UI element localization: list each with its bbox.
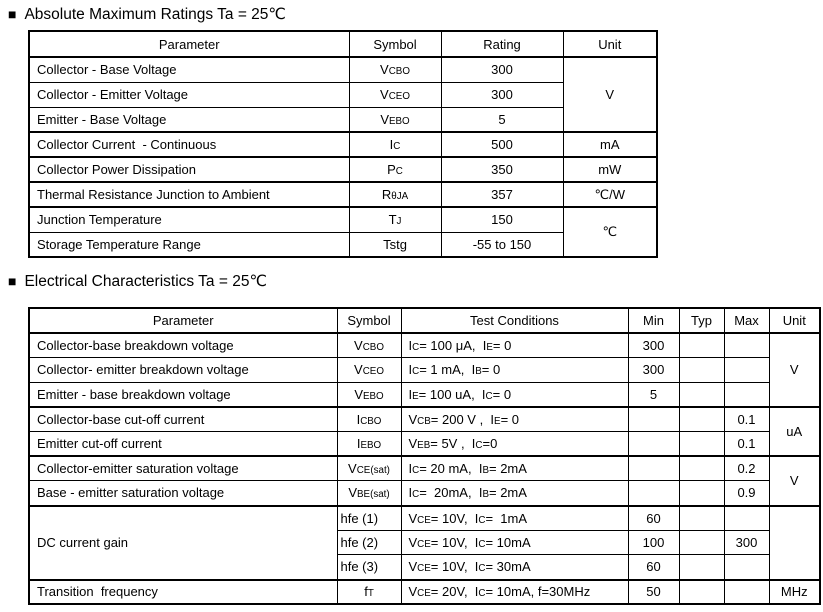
max-cell: 0.1 — [724, 407, 769, 432]
min-cell: 50 — [628, 580, 679, 605]
param-cell: Base - emitter saturation voltage — [29, 481, 337, 506]
test-conditions-cell: VCE= 10V, IC= 1mA — [401, 506, 628, 531]
rating-cell: 300 — [441, 57, 563, 82]
param-cell: Emitter cut-off current — [29, 431, 337, 456]
rating-cell: 5 — [441, 107, 563, 132]
table-row — [29, 431, 820, 456]
table-row — [29, 481, 820, 506]
rating-cell: -55 to 150 — [441, 232, 563, 257]
test-conditions-cell: IC= 20 mA, IB= 2mA — [401, 456, 628, 481]
symbol-cell: TJ — [349, 207, 441, 232]
col-header-symbol: Symbol — [349, 31, 441, 57]
min-cell: 60 — [628, 506, 679, 531]
col-header-min: Min — [628, 308, 679, 333]
col-header-parameter: Parameter — [29, 31, 349, 57]
min-cell: 300 — [628, 357, 679, 382]
param-cell: Collector - Emitter Voltage — [29, 82, 349, 107]
max-cell — [724, 555, 769, 580]
param-cell: Collector - Base Voltage — [29, 57, 349, 82]
min-cell — [628, 431, 679, 456]
unit-cell: V — [769, 456, 820, 505]
unit-cell: V — [563, 57, 657, 132]
symbol-cell: VCEO — [349, 82, 441, 107]
symbol-cell: VCE(sat) — [337, 456, 401, 481]
max-cell: 0.1 — [724, 431, 769, 456]
max-cell — [724, 382, 769, 407]
table-row — [29, 232, 657, 257]
table-row — [29, 82, 657, 107]
min-cell: 300 — [628, 333, 679, 358]
symbol-cell: hfe (3) — [337, 555, 401, 580]
test-conditions-cell: VCE= 10V, IC= 30mA — [401, 555, 628, 580]
rating-cell: 300 — [441, 82, 563, 107]
symbol-cell: VCBO — [349, 57, 441, 82]
table-row — [29, 580, 820, 605]
table-header-row — [29, 31, 657, 57]
table-row — [29, 357, 820, 382]
param-cell: Junction Temperature — [29, 207, 349, 232]
section-title-text: Electrical Characteristics Ta = 25℃ — [24, 273, 267, 290]
symbol-cell: VEBO — [337, 382, 401, 407]
col-header-parameter: Parameter — [29, 308, 337, 333]
rating-cell: 357 — [441, 182, 563, 207]
symbol-cell: PC — [349, 157, 441, 182]
symbol-cell: IC — [349, 132, 441, 157]
symbol-cell: VCEO — [337, 357, 401, 382]
test-conditions-cell: VCE= 10V, IC= 10mA — [401, 530, 628, 555]
typ-cell — [679, 431, 724, 456]
test-conditions-cell: VEB= 5V , IC=0 — [401, 431, 628, 456]
max-cell — [724, 506, 769, 531]
rating-cell: 350 — [441, 157, 563, 182]
unit-cell: MHz — [769, 580, 820, 605]
test-conditions-cell: IC= 100 μA, IE= 0 — [401, 333, 628, 358]
max-cell — [724, 580, 769, 605]
col-header-unit: Unit — [563, 31, 657, 57]
symbol-cell: Tstg — [349, 232, 441, 257]
param-cell: Collector Power Dissipation — [29, 157, 349, 182]
param-cell: Collector- emitter breakdown voltage — [29, 357, 337, 382]
test-conditions-cell: IC= 20mA, IB= 2mA — [401, 481, 628, 506]
unit-cell: uA — [769, 407, 820, 456]
table-row — [29, 382, 820, 407]
rating-cell: 500 — [441, 132, 563, 157]
param-cell: Collector Current - Continuous — [29, 132, 349, 157]
min-cell — [628, 481, 679, 506]
test-conditions-cell: IE= 100 uA, IC= 0 — [401, 382, 628, 407]
param-cell: Collector-base cut-off current — [29, 407, 337, 432]
min-cell — [628, 456, 679, 481]
absolute-maximum-ratings-table — [28, 30, 658, 258]
unit-cell: V — [769, 333, 820, 407]
section-title-electrical-characteristics — [8, 272, 267, 291]
table-row — [29, 456, 820, 481]
min-cell: 60 — [628, 555, 679, 580]
symbol-cell: VBE(sat) — [337, 481, 401, 506]
col-header-symbol: Symbol — [337, 308, 401, 333]
max-cell: 0.9 — [724, 481, 769, 506]
typ-cell — [679, 580, 724, 605]
col-header-typ: Typ — [679, 308, 724, 333]
table-row — [29, 57, 657, 82]
min-cell: 5 — [628, 382, 679, 407]
section-title-absolute-maximum-ratings — [8, 5, 286, 24]
max-cell: 0.2 — [724, 456, 769, 481]
rating-cell: 150 — [441, 207, 563, 232]
col-header-max: Max — [724, 308, 769, 333]
unit-cell: mW — [563, 157, 657, 182]
unit-cell — [769, 506, 820, 580]
symbol-cell: VCBO — [337, 333, 401, 358]
col-header-rating: Rating — [441, 31, 563, 57]
col-header-test-conditions: Test Conditions — [401, 308, 628, 333]
min-cell: 100 — [628, 530, 679, 555]
unit-cell: ℃ — [563, 207, 657, 257]
min-cell — [628, 407, 679, 432]
unit-cell: ℃/W — [563, 182, 657, 207]
typ-cell — [679, 382, 724, 407]
electrical-characteristics-table — [28, 307, 821, 605]
symbol-cell: fT — [337, 580, 401, 605]
table-row — [29, 132, 657, 157]
symbol-cell: ICBO — [337, 407, 401, 432]
table-row — [29, 182, 657, 207]
param-cell: Collector-emitter saturation voltage — [29, 456, 337, 481]
table-row — [29, 333, 820, 358]
typ-cell — [679, 530, 724, 555]
test-conditions-cell: IC= 1 mA, IB= 0 — [401, 357, 628, 382]
symbol-cell: hfe (1) — [337, 506, 401, 531]
max-cell — [724, 333, 769, 358]
table-row — [29, 157, 657, 182]
param-cell: DC current gain — [29, 506, 337, 580]
col-header-unit: Unit — [769, 308, 820, 333]
param-cell: Thermal Resistance Junction to Ambient — [29, 182, 349, 207]
table-header-row — [29, 308, 820, 333]
square-bullet-icon: ■ — [8, 6, 17, 22]
square-bullet-icon: ■ — [8, 273, 17, 289]
symbol-cell: IEBO — [337, 431, 401, 456]
table-row — [29, 506, 820, 531]
table-row — [29, 207, 657, 232]
param-cell: Collector-base breakdown voltage — [29, 333, 337, 358]
typ-cell — [679, 555, 724, 580]
param-cell: Storage Temperature Range — [29, 232, 349, 257]
typ-cell — [679, 333, 724, 358]
section-title-text: Absolute Maximum Ratings Ta = 25℃ — [24, 6, 286, 23]
max-cell — [724, 357, 769, 382]
max-cell: 300 — [724, 530, 769, 555]
symbol-cell: hfe (2) — [337, 530, 401, 555]
param-cell: Emitter - base breakdown voltage — [29, 382, 337, 407]
test-conditions-cell: VCE= 20V, IC= 10mA, f=30MHz — [401, 580, 628, 605]
typ-cell — [679, 456, 724, 481]
unit-cell: mA — [563, 132, 657, 157]
param-cell: Emitter - Base Voltage — [29, 107, 349, 132]
param-cell: Transition frequency — [29, 580, 337, 605]
test-conditions-cell: VCB= 200 V , IE= 0 — [401, 407, 628, 432]
typ-cell — [679, 506, 724, 531]
typ-cell — [679, 407, 724, 432]
table-row — [29, 407, 820, 432]
typ-cell — [679, 481, 724, 506]
table-row — [29, 107, 657, 132]
typ-cell — [679, 357, 724, 382]
symbol-cell: VEBO — [349, 107, 441, 132]
symbol-cell: RθJA — [349, 182, 441, 207]
